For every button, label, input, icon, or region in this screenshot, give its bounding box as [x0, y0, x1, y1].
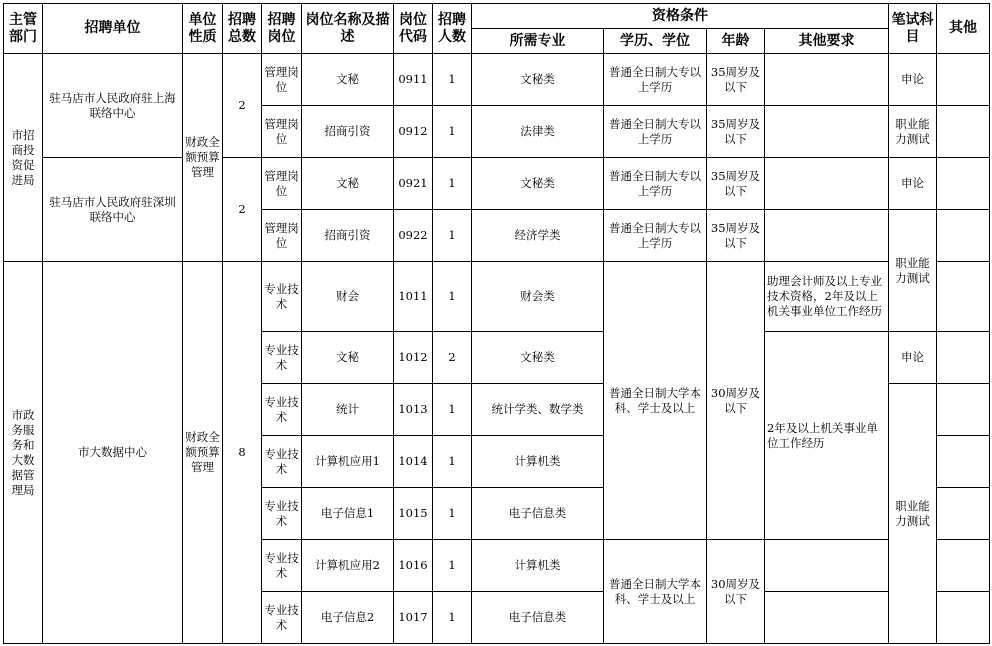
- cell-age: 35周岁及以下: [707, 158, 765, 210]
- cell-post-type: 专业技术: [262, 488, 302, 540]
- cell-post-name: 计算机应用1: [302, 436, 394, 488]
- cell-nature: 财政全额预算管理: [183, 262, 223, 644]
- cell-post-name: 招商引资: [302, 210, 394, 262]
- cell-degree: 普通全日制大学本科、学士及以上: [604, 540, 707, 644]
- cell-major: 财会类: [472, 262, 604, 332]
- cell-code: 1015: [394, 488, 433, 540]
- cell-total: 8: [223, 262, 262, 644]
- cell-count: 1: [433, 54, 472, 106]
- cell-post-name: 统计: [302, 384, 394, 436]
- cell-code: 1012: [394, 332, 433, 384]
- cell-code: 1011: [394, 262, 433, 332]
- header-nature: 单位性质: [183, 4, 223, 54]
- cell-exam: 职业能力测试: [889, 210, 937, 332]
- cell-post-name: 计算机应用2: [302, 540, 394, 592]
- cell-degree: 普通全日制大专以上学历: [604, 210, 707, 262]
- table-row: [4, 158, 990, 210]
- header-row-1: [4, 4, 990, 29]
- header-unit: 招聘单位: [43, 4, 183, 54]
- cell-other: [937, 488, 990, 540]
- cell-post-name: 文秘: [302, 332, 394, 384]
- header-post-type: 招聘岗位: [262, 4, 302, 54]
- cell-code: 0911: [394, 54, 433, 106]
- cell-major: 文秘类: [472, 158, 604, 210]
- cell-other: [937, 540, 990, 592]
- header-major: 所需专业: [472, 29, 604, 54]
- cell-other-req: 2年及以上机关事业单位工作经历: [765, 332, 889, 540]
- cell-post-type: 专业技术: [262, 262, 302, 332]
- cell-post-type: 管理岗位: [262, 106, 302, 158]
- cell-post-type: 专业技术: [262, 384, 302, 436]
- cell-count: 1: [433, 106, 472, 158]
- cell-major: 电子信息类: [472, 488, 604, 540]
- cell-other-req: [765, 592, 889, 644]
- cell-post-name: 电子信息2: [302, 592, 394, 644]
- cell-code: 1016: [394, 540, 433, 592]
- cell-post-name: 招商引资: [302, 106, 394, 158]
- cell-unit: 驻马店市人民政府驻深圳联络中心: [43, 158, 183, 262]
- cell-exam: 申论: [889, 332, 937, 384]
- cell-count: 1: [433, 488, 472, 540]
- cell-degree: 普通全日制大学本科、学士及以上: [604, 262, 707, 540]
- cell-post-name: 电子信息1: [302, 488, 394, 540]
- cell-count: 1: [433, 384, 472, 436]
- cell-other: [937, 106, 990, 158]
- cell-count: 1: [433, 262, 472, 332]
- cell-exam: 职业能力测试: [889, 106, 937, 158]
- cell-nature: 财政全额预算管理: [183, 54, 223, 262]
- cell-code: 0921: [394, 158, 433, 210]
- cell-major: 文秘类: [472, 332, 604, 384]
- header-degree: 学历、学位: [604, 29, 707, 54]
- cell-unit: 驻马店市人民政府驻上海联络中心: [43, 54, 183, 158]
- cell-count: 1: [433, 592, 472, 644]
- cell-post-type: 专业技术: [262, 332, 302, 384]
- cell-code: 1014: [394, 436, 433, 488]
- cell-count: 2: [433, 332, 472, 384]
- cell-degree: 普通全日制大专以上学历: [604, 158, 707, 210]
- header-other: 其他: [937, 4, 990, 54]
- header-dept: 主管部门: [4, 4, 43, 54]
- cell-other: [937, 436, 990, 488]
- cell-other: [937, 262, 990, 332]
- cell-age: 35周岁及以下: [707, 106, 765, 158]
- cell-total: 2: [223, 158, 262, 262]
- header-qualifications: 资格条件: [472, 4, 889, 29]
- cell-post-name: 财会: [302, 262, 394, 332]
- cell-degree: 普通全日制大专以上学历: [604, 106, 707, 158]
- header-code: 岗位代码: [394, 4, 433, 54]
- cell-exam: 申论: [889, 158, 937, 210]
- cell-other-req: [765, 106, 889, 158]
- cell-major: 电子信息类: [472, 592, 604, 644]
- cell-count: 1: [433, 540, 472, 592]
- header-age: 年龄: [707, 29, 765, 54]
- header-post-name: 岗位名称及描述: [302, 4, 394, 54]
- cell-post-type: 专业技术: [262, 540, 302, 592]
- header-exam: 笔试科目: [889, 4, 937, 54]
- cell-unit: 市大数据中心: [43, 262, 183, 644]
- cell-age: 35周岁及以下: [707, 210, 765, 262]
- cell-other: [937, 592, 990, 644]
- recruitment-table: [3, 3, 990, 644]
- cell-total: 2: [223, 54, 262, 158]
- table-row: [4, 54, 990, 106]
- cell-other: [937, 332, 990, 384]
- cell-other: [937, 384, 990, 436]
- cell-code: 0912: [394, 106, 433, 158]
- cell-major: 法律类: [472, 106, 604, 158]
- cell-count: 1: [433, 210, 472, 262]
- table-row: [4, 262, 990, 332]
- cell-other-req: [765, 158, 889, 210]
- cell-degree: 普通全日制大专以上学历: [604, 54, 707, 106]
- cell-major: 计算机类: [472, 436, 604, 488]
- cell-post-name: 文秘: [302, 54, 394, 106]
- cell-other-req: [765, 210, 889, 262]
- cell-age: 35周岁及以下: [707, 54, 765, 106]
- cell-age: 30周岁及以下: [707, 262, 765, 540]
- cell-other-req: [765, 54, 889, 106]
- cell-other: [937, 158, 990, 210]
- cell-dept: 市政务服务和大数据管理局: [4, 262, 43, 644]
- cell-code: 0922: [394, 210, 433, 262]
- cell-post-type: 管理岗位: [262, 54, 302, 106]
- cell-exam: 申论: [889, 54, 937, 106]
- cell-age: 30周岁及以下: [707, 540, 765, 644]
- cell-other: [937, 210, 990, 262]
- cell-post-type: 专业技术: [262, 436, 302, 488]
- cell-count: 1: [433, 158, 472, 210]
- cell-major: 计算机类: [472, 540, 604, 592]
- cell-major: 统计学类、数学类: [472, 384, 604, 436]
- cell-post-name: 文秘: [302, 158, 394, 210]
- cell-other: [937, 54, 990, 106]
- header-other-req: 其他要求: [765, 29, 889, 54]
- header-total: 招聘总数: [223, 4, 262, 54]
- cell-count: 1: [433, 436, 472, 488]
- header-count: 招聘人数: [433, 4, 472, 54]
- cell-post-type: 专业技术: [262, 592, 302, 644]
- cell-major: 文秘类: [472, 54, 604, 106]
- cell-other-req: [765, 540, 889, 592]
- cell-other-req: 助理会计师及以上专业技术资格，2年及以上机关事业单位工作经历: [765, 262, 889, 332]
- cell-exam: 职业能力测试: [889, 384, 937, 644]
- cell-major: 经济学类: [472, 210, 604, 262]
- cell-code: 1017: [394, 592, 433, 644]
- cell-post-type: 管理岗位: [262, 210, 302, 262]
- cell-dept: 市招商投资促进局: [4, 54, 43, 262]
- cell-code: 1013: [394, 384, 433, 436]
- cell-post-type: 管理岗位: [262, 158, 302, 210]
